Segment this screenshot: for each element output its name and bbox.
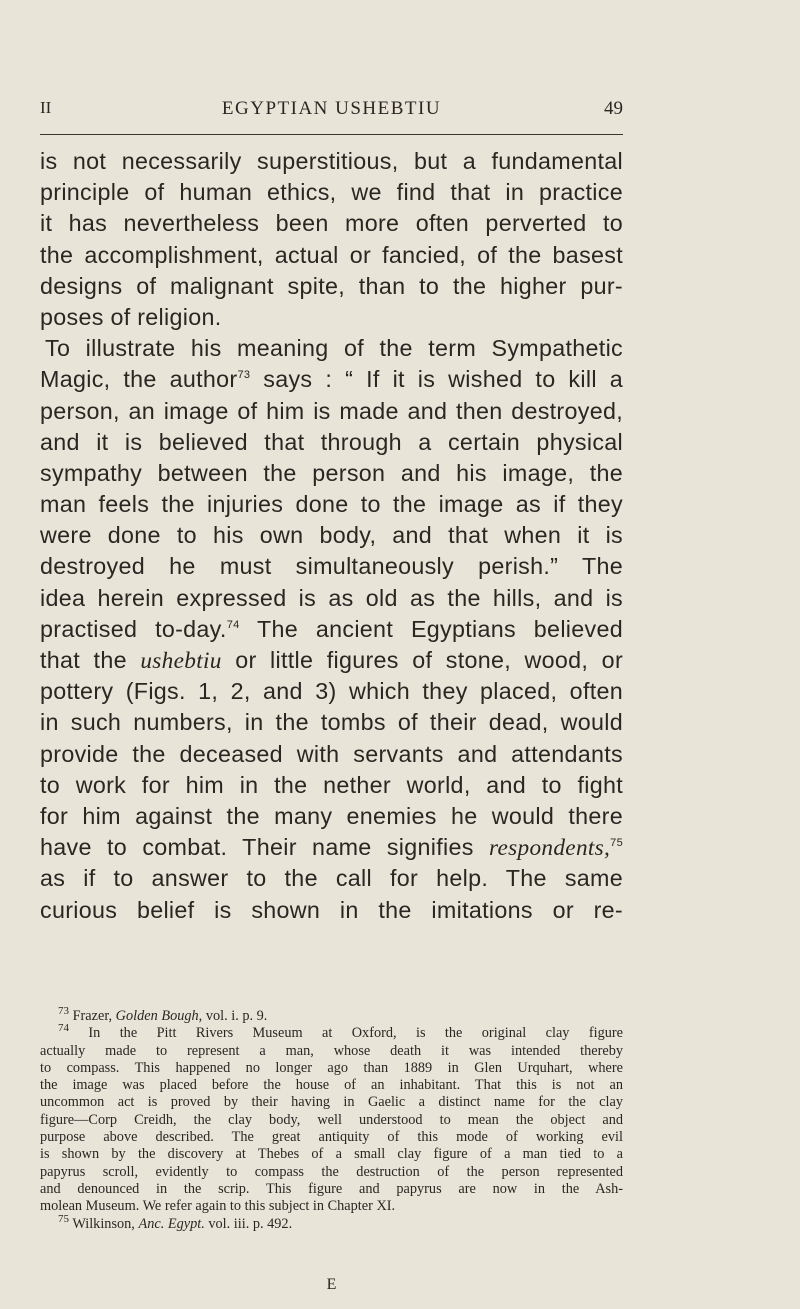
italic-term: ushebtiu bbox=[140, 648, 222, 674]
text-line bbox=[40, 832, 623, 863]
footnote-73 bbox=[40, 1005, 623, 1025]
text-line: to work for him in the nether world, and to fight bbox=[40, 771, 623, 798]
footnote-74 bbox=[40, 1022, 623, 1042]
footnote-75 bbox=[40, 1212, 623, 1233]
text-line: is not necessarily superstitious, but a fundamental bbox=[40, 148, 623, 174]
text-line bbox=[40, 364, 623, 395]
text-line: man feels the injuries done to the image as if they bbox=[40, 491, 623, 518]
text-run: practised to-day. bbox=[40, 615, 227, 642]
text-run: Frazer, bbox=[69, 1008, 116, 1024]
footnote-ref: 73 bbox=[237, 369, 251, 382]
text-line: designs of malignant spite, than to the higher pur- bbox=[40, 272, 623, 299]
italic-term: respondents, bbox=[489, 835, 611, 862]
footnote-line: and denounced in the scrip. This figure and papyrus are now in the Ash- bbox=[40, 1180, 623, 1197]
signature-mark: II bbox=[40, 98, 52, 117]
text-line: as if to answer to the call for help. The same bbox=[40, 865, 623, 892]
body-text bbox=[40, 146, 623, 926]
footnote-line: papyrus scroll, evidently to compass the destruction of the person represented bbox=[40, 1163, 623, 1180]
footnote-line: to compass. This happened no longer ago than 1889 in Glen Urquhart, where bbox=[40, 1059, 623, 1076]
text-line bbox=[40, 614, 623, 645]
page-number: 49 bbox=[604, 98, 623, 119]
text-line: idea herein expressed is as old as the hills, and is bbox=[40, 584, 623, 611]
text-run: that the bbox=[40, 647, 141, 673]
text-run: Magic, the author bbox=[40, 366, 238, 393]
text-run: vol. i. p. 9. bbox=[202, 1008, 268, 1024]
footnote-line: purpose above described. The great antiquity of this mode of working evil bbox=[40, 1129, 623, 1146]
text-run: have to combat. Their name signifies bbox=[40, 834, 489, 861]
text-line: in such numbers, in the tombs of their dead, would bbox=[40, 709, 623, 736]
text-line: pottery (Figs. 1, 2, and 3) which they placed, often bbox=[40, 678, 623, 705]
footnote-line: molean Museum. We refer again to this subject in Chapter XI. bbox=[40, 1198, 396, 1215]
footnote-line: figure—Corp Creidh, the clay body, well understood to mean the object and bbox=[40, 1111, 623, 1128]
text-run: or little figures of stone, wood, or bbox=[221, 647, 623, 673]
footnote-line: actually made to represent a man, whose death it was intended thereby bbox=[40, 1042, 623, 1059]
text-line: and it is believed that through a certain physical bbox=[40, 428, 623, 455]
text-line: principle of human ethics, we find that in practice bbox=[40, 179, 623, 206]
footnote-line: the image was placed before the house of an inhabitant. That this is not an bbox=[40, 1077, 623, 1094]
text-run: The ancient Egyptians believed bbox=[239, 615, 623, 642]
footnote-ref: 75 bbox=[610, 837, 623, 850]
text-run: says : “ If it is wished to kill a bbox=[250, 366, 624, 393]
text-line: curious belief is shown in the imitations or re- bbox=[40, 896, 623, 923]
text-run: Wilkinson, bbox=[69, 1215, 139, 1232]
text-run: In the Pitt Rivers Museum at Oxford, is the original clay figure bbox=[69, 1025, 623, 1042]
text-line: destroyed he must simultaneously perish.” The bbox=[40, 553, 623, 580]
running-header bbox=[40, 98, 623, 135]
text-line: person, an image of him is made and then destroyed, bbox=[40, 397, 623, 424]
text-line: the accomplishment, actual or fancied, of the basest bbox=[40, 241, 623, 268]
text-line: To illustrate his meaning of the term Sympathetic bbox=[45, 335, 623, 362]
footnote-mark: 73 bbox=[58, 1005, 69, 1018]
text-line: provide the deceased with servants and attendants bbox=[40, 740, 623, 767]
text-line: for him against the many enemies he would there bbox=[40, 802, 623, 829]
text-line: it has nevertheless been more often perverted to bbox=[40, 210, 623, 237]
footnote-line: is shown by the discovery at Thebes of a small clay figure of a man tied to a bbox=[40, 1146, 623, 1163]
text-run: vol. iii. p. 492. bbox=[204, 1215, 293, 1232]
text-line bbox=[40, 645, 623, 676]
text-line: poses of religion. bbox=[40, 303, 222, 330]
running-title: EGYPTIAN USHEBTIU bbox=[221, 98, 442, 119]
text-line: were done to his own body, and that when it is bbox=[40, 522, 623, 549]
footnotes bbox=[40, 1005, 623, 1233]
footnote-line: uncommon act is proved by their having in Gaelic a distinct name for the clay bbox=[40, 1094, 623, 1111]
gathering-signature: E bbox=[326, 1276, 337, 1293]
footnote-ref: 74 bbox=[226, 619, 240, 632]
footnote-mark: 75 bbox=[58, 1212, 69, 1225]
footnote-mark: 74 bbox=[58, 1022, 69, 1035]
italic-title: Golden Bough, bbox=[115, 1008, 203, 1024]
text-line: sympathy between the person and his image, the bbox=[40, 459, 623, 486]
italic-title: Anc. Egypt. bbox=[138, 1215, 205, 1232]
